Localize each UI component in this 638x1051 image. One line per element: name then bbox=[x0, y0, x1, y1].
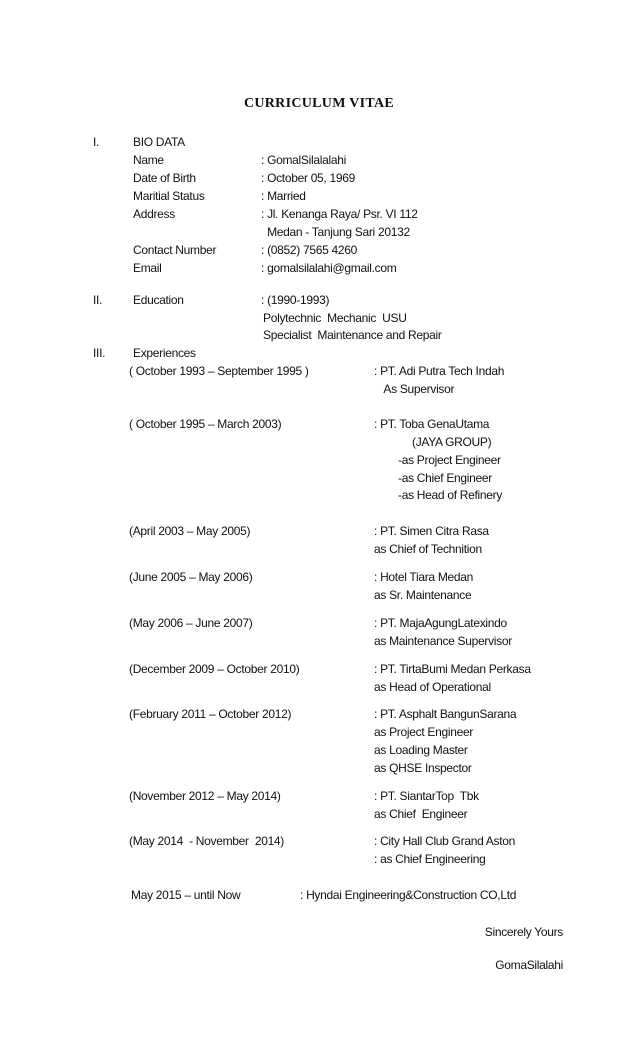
education-school: Polytechnic Mechanic USU bbox=[263, 311, 407, 325]
experience-company: : City Hall Club Grand Aston bbox=[374, 834, 515, 848]
experience-period: ( October 1993 – September 1995 ) bbox=[129, 364, 309, 378]
page-title: CURRICULUM VITAE bbox=[243, 96, 395, 111]
education-period: : (1990-1993) bbox=[261, 293, 330, 307]
experience-role: -as Chief Engineer bbox=[398, 471, 492, 485]
bio-value-marital: : Married bbox=[261, 189, 306, 203]
experience-period: (November 2012 – May 2014) bbox=[129, 789, 281, 803]
experience-company: : PT. Asphalt BangunSarana bbox=[374, 707, 517, 721]
experience-role: -as Head of Refinery bbox=[398, 488, 503, 502]
current-period: May 2015 – until Now bbox=[131, 888, 241, 902]
experience-role: as Loading Master bbox=[374, 743, 468, 757]
section-number: III. bbox=[93, 346, 106, 360]
experience-role: as Chief Engineer bbox=[374, 807, 468, 821]
experience-company: : PT. SiantarTop Tbk bbox=[374, 789, 479, 803]
experience-role: as QHSE Inspector bbox=[374, 761, 472, 775]
experience-period: (May 2014 - November 2014) bbox=[129, 834, 285, 848]
experience-group: (JAYA GROUP) bbox=[412, 435, 492, 449]
section-heading: Experiences bbox=[133, 346, 196, 360]
section-number: II. bbox=[93, 293, 103, 307]
experience-role: : as Chief Engineering bbox=[374, 852, 486, 866]
bio-label-address: Address bbox=[133, 207, 175, 221]
bio-label-marital: Maritial Status bbox=[133, 189, 205, 203]
experience-role: as Project Engineer bbox=[374, 725, 474, 739]
experience-company: : PT. MajaAgungLatexindo bbox=[374, 616, 507, 630]
bio-value-name: : GomalSilalalahi bbox=[261, 153, 346, 167]
section-number: I. bbox=[93, 135, 100, 149]
signature-name: GomaSilalahi bbox=[495, 958, 563, 972]
experience-period: (June 2005 – May 2006) bbox=[129, 570, 253, 584]
education-major: Specialist Maintenance and Repair bbox=[263, 328, 442, 342]
bio-label-email: Email bbox=[133, 261, 162, 275]
experience-period: (February 2011 – October 2012) bbox=[129, 707, 292, 721]
bio-label-name: Name bbox=[133, 153, 164, 167]
experience-company: : PT. Toba GenaUtama bbox=[374, 417, 490, 431]
experience-period: (May 2006 – June 2007) bbox=[129, 616, 253, 630]
bio-value-address: : Jl. Kenanga Raya/ Psr. VI 112 bbox=[261, 207, 418, 221]
experience-period: ( October 1995 – March 2003) bbox=[129, 417, 282, 431]
experience-company: : Hotel Tiara Medan bbox=[374, 570, 474, 584]
bio-label-contact: Contact Number bbox=[133, 243, 217, 257]
experience-role: as Maintenance Supervisor bbox=[374, 634, 512, 648]
experience-period: (April 2003 – May 2005) bbox=[129, 524, 251, 538]
bio-value-address-2: Medan - Tanjung Sari 20132 bbox=[261, 225, 410, 239]
section-heading: BIO DATA bbox=[133, 135, 185, 149]
bio-value-email: : gomalsilalahi@gmail.com bbox=[261, 261, 397, 275]
experience-role: as Sr. Maintenance bbox=[374, 588, 472, 602]
experience-company: : PT. Adi Putra Tech Indah bbox=[374, 364, 505, 378]
experience-role: as Head of Operational bbox=[374, 680, 491, 694]
bio-value-dob: : October 05, 1969 bbox=[261, 171, 355, 185]
closing-text: Sincerely Yours bbox=[484, 925, 563, 939]
experience-role: as Chief of Technition bbox=[374, 542, 482, 556]
experience-company: : PT. Simen Citra Rasa bbox=[374, 524, 489, 538]
experience-period: (December 2009 – October 2010) bbox=[129, 662, 300, 676]
bio-label-dob: Date of Birth bbox=[133, 171, 196, 185]
experience-company: : PT. TirtaBumi Medan Perkasa bbox=[374, 662, 531, 676]
bio-value-contact: : (0852) 7565 4260 bbox=[261, 243, 358, 257]
education-label: Education bbox=[133, 293, 184, 307]
current-company: : Hyndai Engineering&Construction CO,Ltd bbox=[300, 888, 517, 902]
experience-role: -as Project Engineer bbox=[398, 453, 501, 467]
experience-role: As Supervisor bbox=[378, 382, 455, 396]
